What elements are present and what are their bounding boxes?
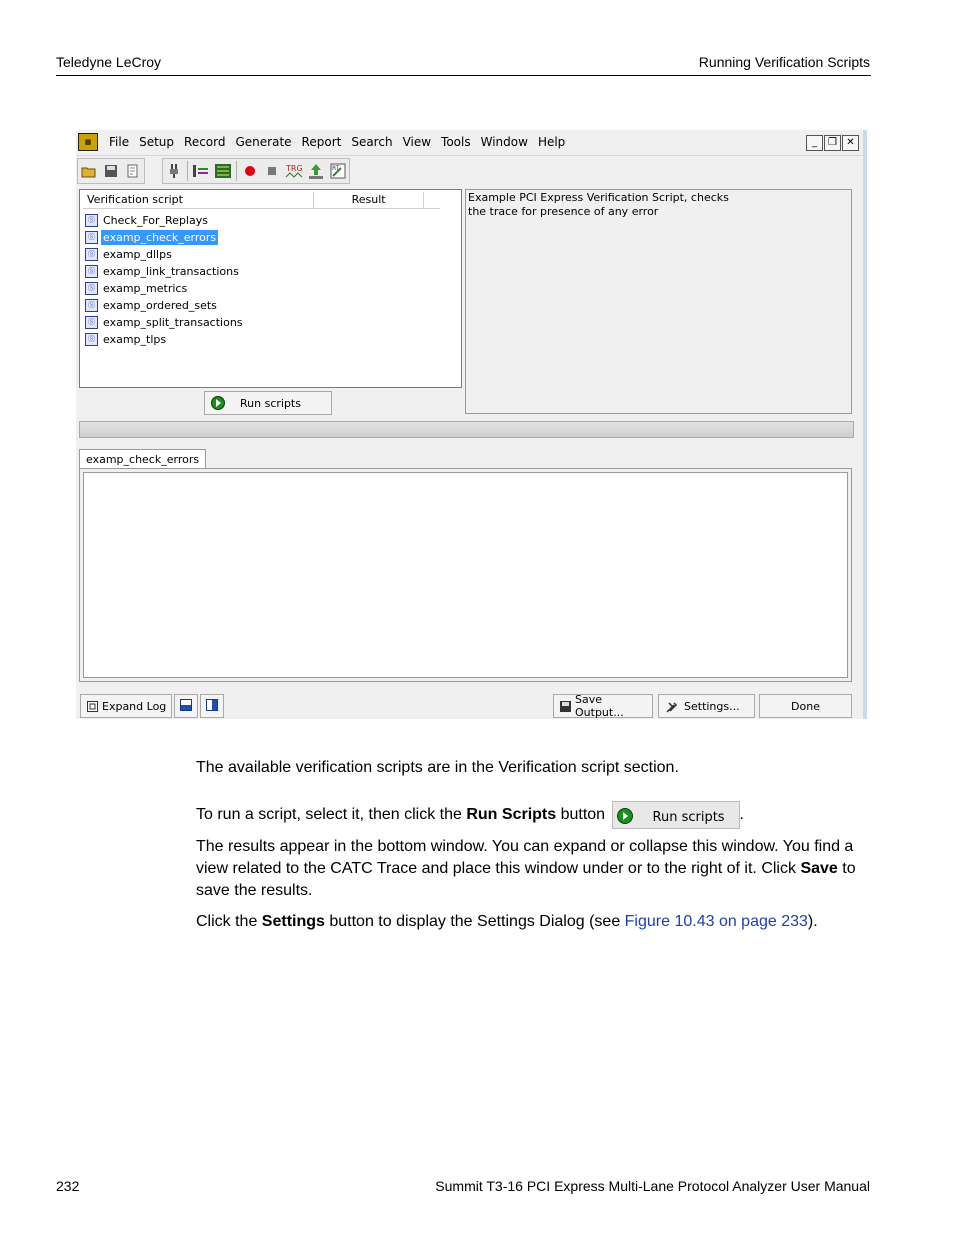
progress-bar bbox=[79, 421, 854, 438]
header-rule bbox=[56, 75, 871, 76]
script-item[interactable] bbox=[85, 297, 245, 314]
menu-help[interactable]: Help bbox=[537, 135, 566, 149]
toolbar-group-file bbox=[77, 158, 145, 184]
script-edit-icon[interactable] bbox=[327, 161, 349, 181]
column-result[interactable]: Result bbox=[351, 193, 386, 206]
footer-manual-title: Summit T3-16 PCI Express Multi-Lane Protocol Analyzer User Manual bbox=[435, 1178, 870, 1194]
verification-script-window bbox=[76, 130, 867, 719]
script-name: examp_link_transactions bbox=[103, 265, 239, 278]
menu-report[interactable]: Report bbox=[301, 135, 342, 149]
save-icon bbox=[560, 701, 571, 712]
save-output-button[interactable] bbox=[553, 694, 653, 718]
done-label: Done bbox=[791, 699, 820, 713]
script-icon: Ⓢ bbox=[85, 265, 98, 278]
figure-link[interactable]: Figure 10.43 on page 233 bbox=[624, 913, 808, 930]
menu-record[interactable]: Record bbox=[184, 135, 226, 149]
window-controls bbox=[806, 135, 859, 151]
p4-bold: Settings bbox=[261, 913, 325, 930]
paragraph-results bbox=[196, 836, 861, 902]
open-folder-icon[interactable] bbox=[78, 161, 100, 181]
script-item[interactable] bbox=[85, 212, 245, 229]
expand-log-button[interactable] bbox=[80, 694, 172, 718]
toolbar-separator bbox=[187, 161, 188, 181]
paragraph-available-scripts: The available verification scripts are in the Verification script section. bbox=[196, 759, 679, 776]
window-right-border bbox=[863, 130, 867, 719]
expand-icon bbox=[87, 701, 98, 712]
column-verification-script[interactable]: Verification script bbox=[83, 192, 314, 208]
run-play-icon bbox=[617, 808, 633, 824]
output-panel bbox=[79, 468, 852, 682]
done-button[interactable] bbox=[759, 694, 852, 718]
edit-document-icon[interactable] bbox=[122, 161, 144, 181]
dock-bottom-button[interactable] bbox=[174, 694, 198, 718]
dock-bottom-icon bbox=[180, 699, 192, 714]
script-icon: Ⓢ bbox=[85, 316, 98, 329]
run-scripts-illustration-label: Run scripts bbox=[652, 810, 725, 825]
script-name: examp_metrics bbox=[103, 282, 188, 295]
scripts-column-header bbox=[83, 192, 440, 209]
output-tab[interactable]: examp_check_errors bbox=[79, 449, 206, 469]
script-description-panel bbox=[465, 189, 852, 414]
dock-right-icon bbox=[206, 699, 218, 714]
script-name: examp_tlps bbox=[103, 333, 167, 346]
paragraph-settings bbox=[196, 911, 861, 933]
toolbar bbox=[76, 155, 863, 184]
script-item[interactable] bbox=[85, 280, 245, 297]
menu-view[interactable]: View bbox=[402, 135, 432, 149]
output-log-area[interactable] bbox=[83, 472, 848, 678]
close-icon[interactable]: ✕ bbox=[842, 135, 859, 151]
settings-label: Settings... bbox=[684, 699, 740, 713]
restore-icon[interactable]: ❐ bbox=[824, 135, 841, 151]
trigger-icon[interactable] bbox=[283, 161, 305, 181]
upload-trace-icon[interactable] bbox=[305, 161, 327, 181]
generator-options-icon[interactable] bbox=[212, 161, 234, 181]
p4-text-a: Click the bbox=[196, 913, 262, 930]
p2-bold: Run Scripts bbox=[466, 806, 557, 824]
header-section-title: Running Verification Scripts bbox=[698, 54, 870, 70]
svg-text:TRG: TRG bbox=[286, 164, 303, 173]
verification-scripts-panel bbox=[79, 189, 462, 388]
menu-setup[interactable]: Setup bbox=[139, 135, 175, 149]
p2-text-b: button bbox=[556, 806, 610, 824]
run-scripts-button[interactable] bbox=[204, 391, 332, 415]
run-scripts-button-illustration bbox=[612, 801, 740, 829]
menu-generate[interactable]: Generate bbox=[235, 135, 292, 149]
save-output-label: Save Output... bbox=[575, 693, 624, 719]
toolbar-group-tools bbox=[162, 158, 350, 184]
script-icon: Ⓢ bbox=[85, 299, 98, 312]
run-play-icon bbox=[211, 396, 225, 410]
plug-icon[interactable] bbox=[163, 161, 185, 181]
recording-options-icon[interactable] bbox=[190, 161, 212, 181]
toolbar-separator bbox=[236, 161, 237, 181]
app-icon[interactable]: ▦ bbox=[78, 133, 98, 151]
script-name: Check_For_Replays bbox=[103, 214, 208, 227]
script-icon: Ⓢ bbox=[85, 248, 98, 261]
script-icon: Ⓢ bbox=[85, 333, 98, 346]
p3-text-a: The results appear in the bottom window. You can expand or collapse this window. You find a view related to the CATC Trace and place this window under or to the right of it. Click bbox=[196, 838, 854, 877]
p4-text-c: ). bbox=[807, 913, 818, 930]
minimize-icon[interactable]: _ bbox=[806, 135, 823, 151]
script-description: Example PCI Express Verification Script, checks the trace for presence of any error bbox=[468, 191, 729, 218]
script-name: examp_split_transactions bbox=[103, 316, 243, 329]
expand-log-label: Expand Log bbox=[102, 699, 167, 713]
header-company: Teledyne LeCroy bbox=[56, 54, 162, 70]
p4-text-b: button to display the Settings Dialog (see bbox=[324, 913, 625, 930]
script-item[interactable] bbox=[85, 314, 245, 331]
run-scripts-label: Run scripts bbox=[240, 396, 301, 410]
p3-bold: Save bbox=[800, 860, 838, 877]
svg-text:RT: RT bbox=[332, 165, 340, 172]
menu-bar bbox=[76, 132, 863, 152]
script-item[interactable] bbox=[85, 263, 245, 280]
record-icon[interactable] bbox=[239, 161, 261, 181]
save-icon[interactable] bbox=[100, 161, 122, 181]
menu-file[interactable]: File bbox=[109, 135, 130, 149]
stop-icon[interactable] bbox=[261, 161, 283, 181]
script-icon: Ⓢ bbox=[85, 231, 98, 244]
script-icon: Ⓢ bbox=[85, 214, 98, 227]
script-icon: Ⓢ bbox=[85, 282, 98, 295]
page-number: 232 bbox=[56, 1178, 80, 1194]
settings-tools-icon bbox=[665, 701, 676, 712]
menu-search[interactable]: Search bbox=[351, 135, 393, 149]
scripts-list bbox=[85, 212, 245, 348]
dock-right-button[interactable] bbox=[200, 694, 224, 718]
script-item[interactable] bbox=[85, 331, 245, 348]
script-item[interactable] bbox=[85, 246, 245, 263]
p2-text-c: . bbox=[739, 806, 744, 824]
script-name: examp_ordered_sets bbox=[103, 299, 217, 312]
script-name: examp_check_errors bbox=[103, 231, 217, 244]
column-spacer bbox=[423, 192, 440, 208]
script-name: examp_dllps bbox=[103, 248, 172, 261]
p3-text-b: to save the results. bbox=[196, 860, 856, 899]
p2-text-a: To run a script, select it, then click the bbox=[196, 806, 467, 824]
paragraph-run-script bbox=[196, 801, 861, 829]
menu-tools[interactable]: Tools bbox=[441, 135, 471, 149]
settings-button[interactable] bbox=[658, 694, 755, 718]
script-item-selected[interactable] bbox=[85, 229, 245, 246]
menu-window[interactable]: Window bbox=[480, 135, 528, 149]
